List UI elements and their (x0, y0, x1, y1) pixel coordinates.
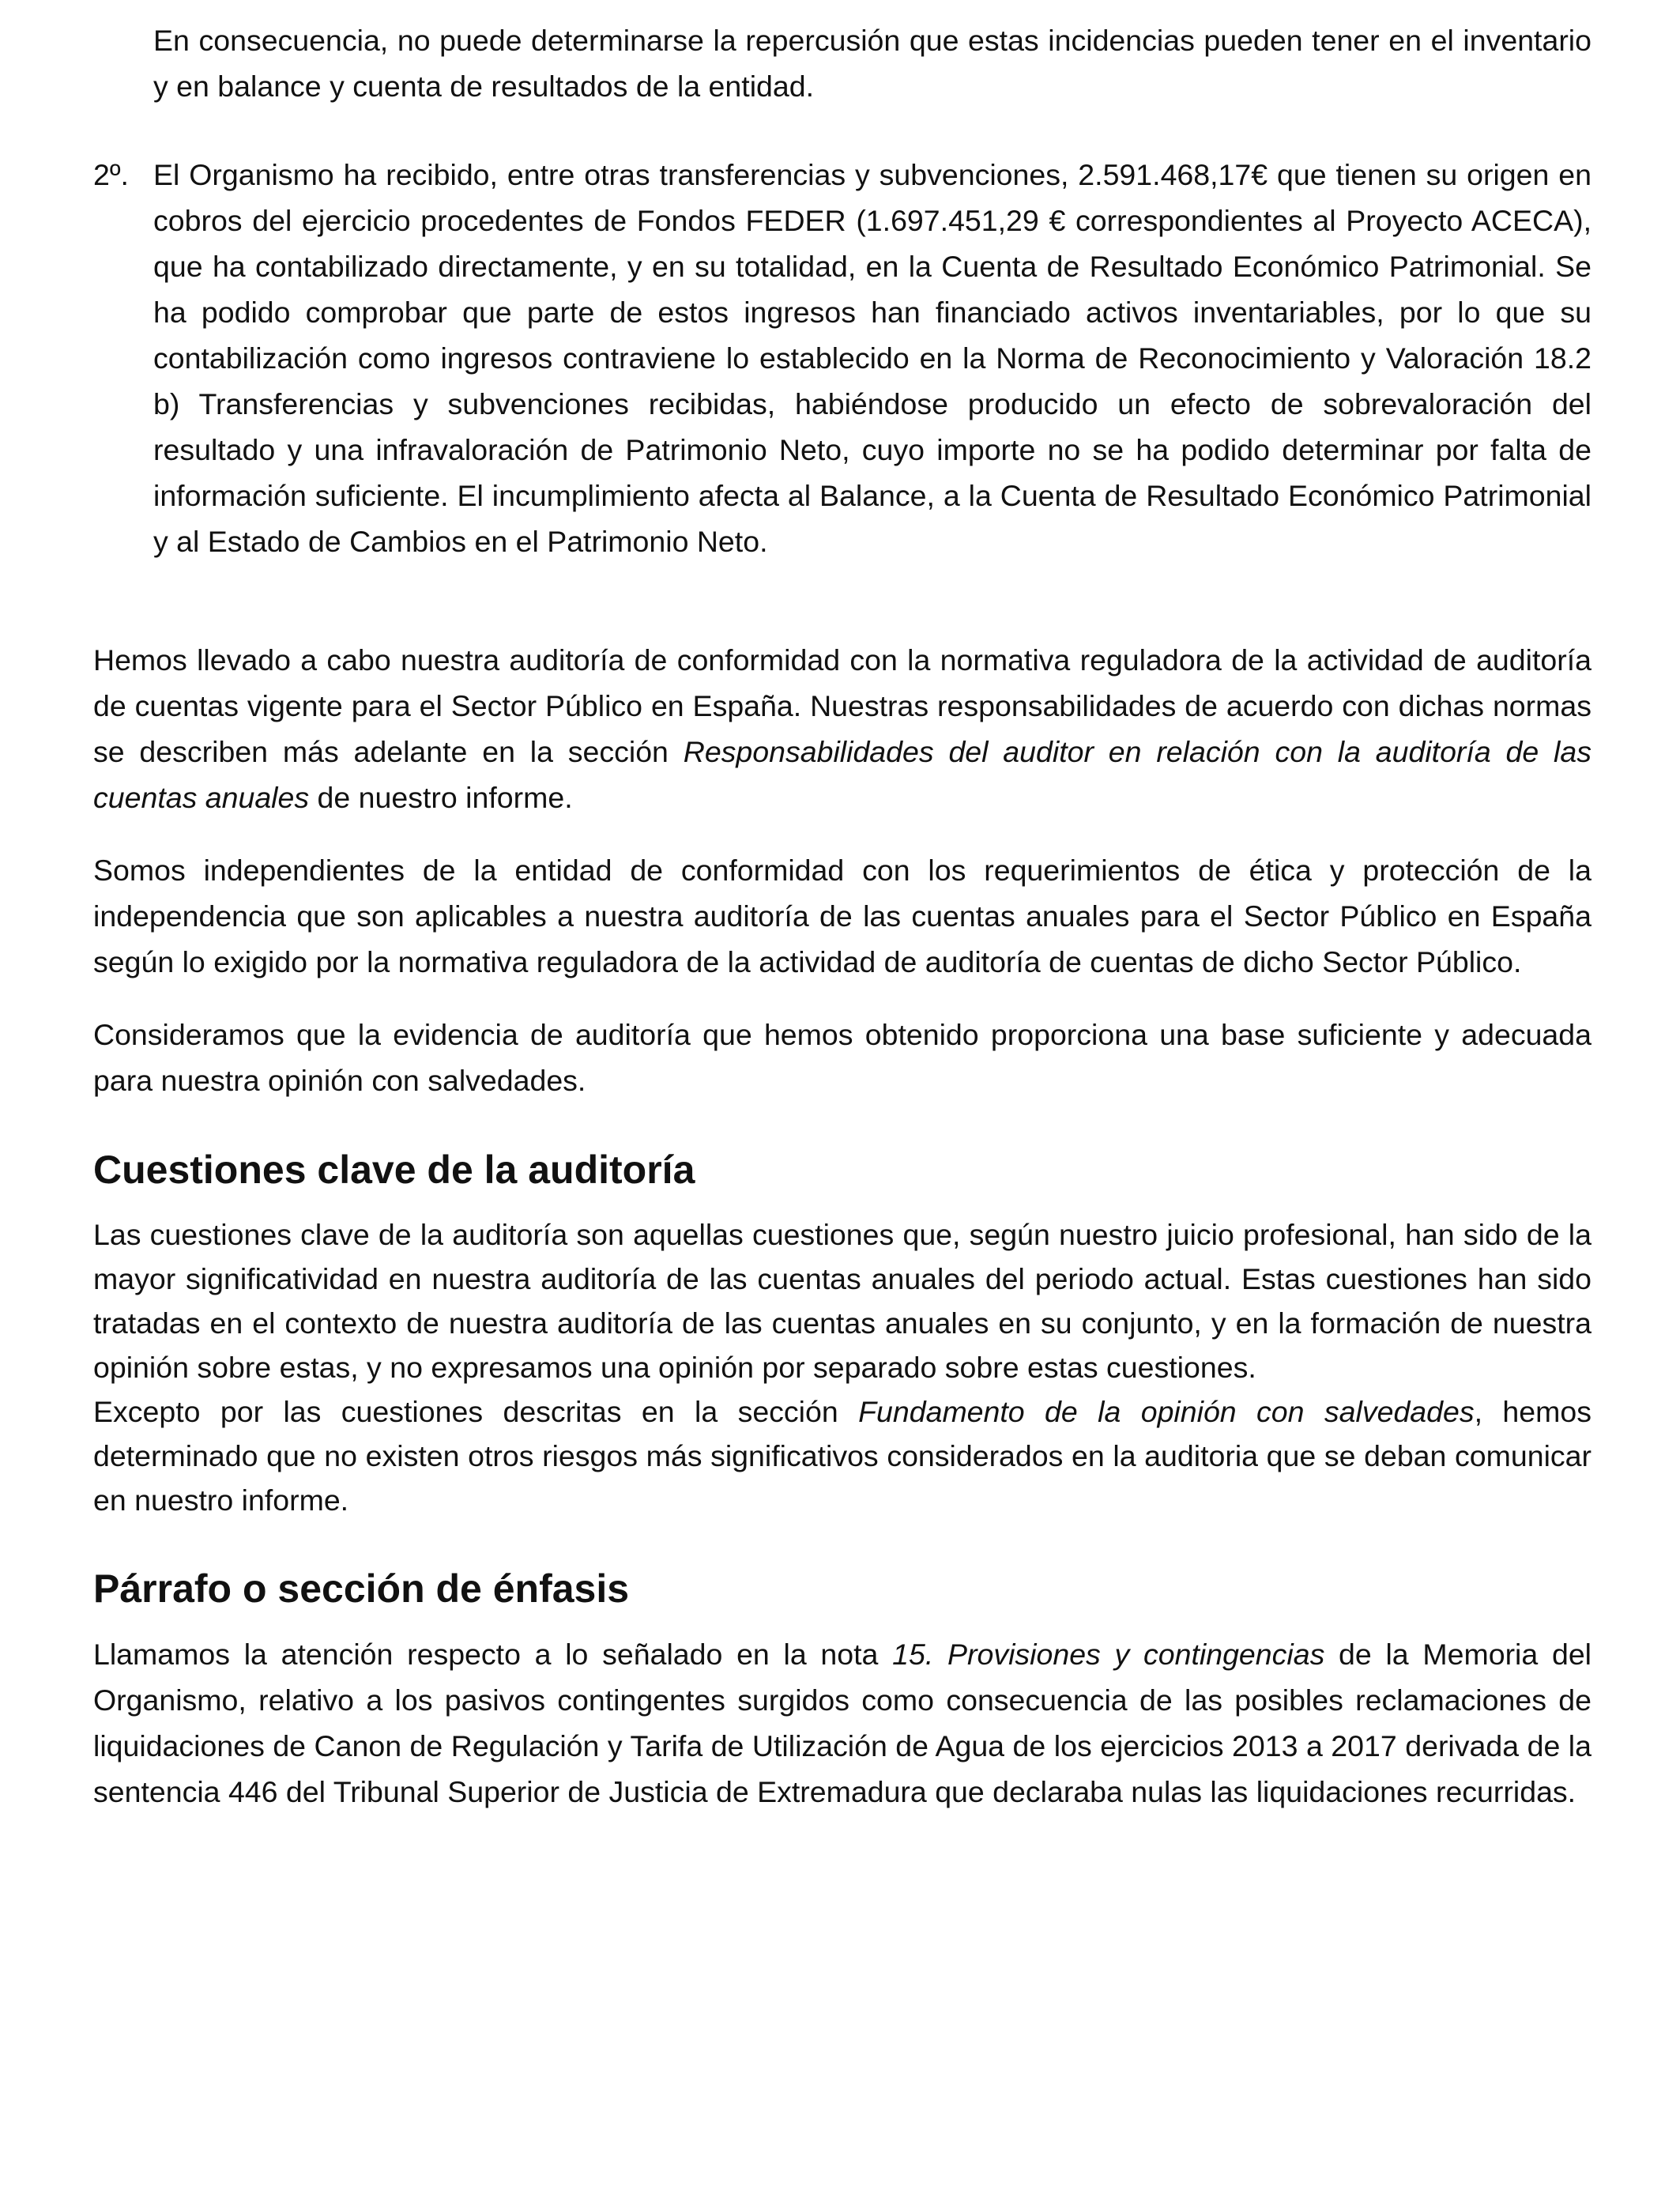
emphasis-paragraph-text: Llamamos la atención respecto a lo señalado en la nota (93, 1638, 893, 1671)
audit-paragraph-italic: Responsabilidades del auditor en relación con la auditoría de las cuentas anuales (93, 735, 1591, 814)
emphasis-paragraph (93, 1631, 1591, 1815)
item-2-text: El Organismo ha recibido, entre otras transferencias y subvenciones, 2.591.468,17€ que tienen su origen en cobros del ejercicio procedentes de Fondos FEDER (1.697.451,29 € correspondientes al Proyecto ACECA), que ha contabilizado directamente, y en su totalidad, en la Cuenta de Resultado Económico Patrimonial. Se ha podido comprobar que parte de estos ingresos han financiado activos inventariables, por lo que su contabilización como ingresos contraviene lo establecido en la Norma de Reconocimiento y Valoración 18.2 b) Transferencias y subvenciones recibidas, habiéndose producido un efecto de sobrevaloración del resultado y una infravaloración de Patrimonio Neto, cuyo importe no se ha podido determinar por falta de información suficiente. El incumplimiento afecta al Balance, a la Cuenta de Resultado Económico Patrimonial y al Estado de Cambios en el Patrimonio Neto. (153, 158, 1591, 558)
audit-paragraph-text: Hemos llevado a cabo nuestra auditoría de conformidad con la normativa reguladora de la actividad de auditoría de cuentas vigente para el Sector Público en España. Nuestras responsabilidades de acuerdo con dichas normas se describen más adelante en la sección (93, 643, 1591, 768)
key-matters-exception-text: Excepto por las cuestiones descritas en la sección (93, 1395, 859, 1428)
emphasis-paragraph-end: de la Memoria del Organismo, relativo a los pasivos contingentes surgidos como consecuencia de las posibles reclamaciones de liquidaciones de Canon de Regulación y Tarifa de Utilización de Agua de los ejercicios 2013 a 2017 derivada de la sentencia 446 del Tribunal Superior de Justicia de Extremadura que declaraba nulas las liquidaciones recurridas. (93, 1638, 1592, 1808)
key-matters-exception-end: , hemos determinado que no existen otros riesgos más significativos considerados en la auditoria que se deban comunicar en nuestro informe. (93, 1395, 1591, 1517)
key-matters-exception-italic: Fundamento de la opinión con salvedades (858, 1395, 1475, 1428)
numbered-item-2 (93, 152, 1591, 564)
evidence-paragraph: Consideramos que la evidencia de auditoría que hemos obtenido proporciona una base suficiente y adecuada para nuestra opinión con salvedades. (93, 1018, 1591, 1097)
independence-paragraph: Somos independientes de la entidad de conformidad con los requerimientos de ética y protección de la independencia que son aplicables a nuestra auditoría de las cuentas anuales para el Sector Público en España según lo exigido por la normativa reguladora de la actividad de auditoría de cuentas de dicho Sector Público. (93, 854, 1591, 978)
audit-paragraph (93, 637, 1591, 820)
emphasis-paragraph-italic: 15. Provisiones y contingencias (892, 1638, 1325, 1671)
audit-paragraph-end: de nuestro informe. (309, 781, 573, 814)
key-matters-exception-paragraph (93, 1389, 1591, 1522)
key-matters-heading: Cuestiones clave de la auditoría (93, 1148, 695, 1192)
intro-paragraph: En consecuencia, no puede determinarse la repercusión que estas incidencias pueden tener en el inventario y en balance y cuenta de resultados de la entidad. (153, 24, 1591, 103)
key-matters-paragraph: Las cuestiones clave de la auditoría son aquellas cuestiones que, según nuestro juicio profesional, han sido de la mayor significatividad en nuestra auditoría de las cuentas anuales del periodo actual. Estas cuestiones han sido tratadas en el contexto de nuestra auditoría de las cuentas anuales en su conjunto, y en la formación de nuestra opinión sobre estas, y no expresamos una opinión por separado sobre estas cuestiones. (93, 1218, 1591, 1384)
item-number: 2º. (93, 158, 129, 191)
emphasis-heading: Párrafo o sección de énfasis (93, 1566, 630, 1611)
